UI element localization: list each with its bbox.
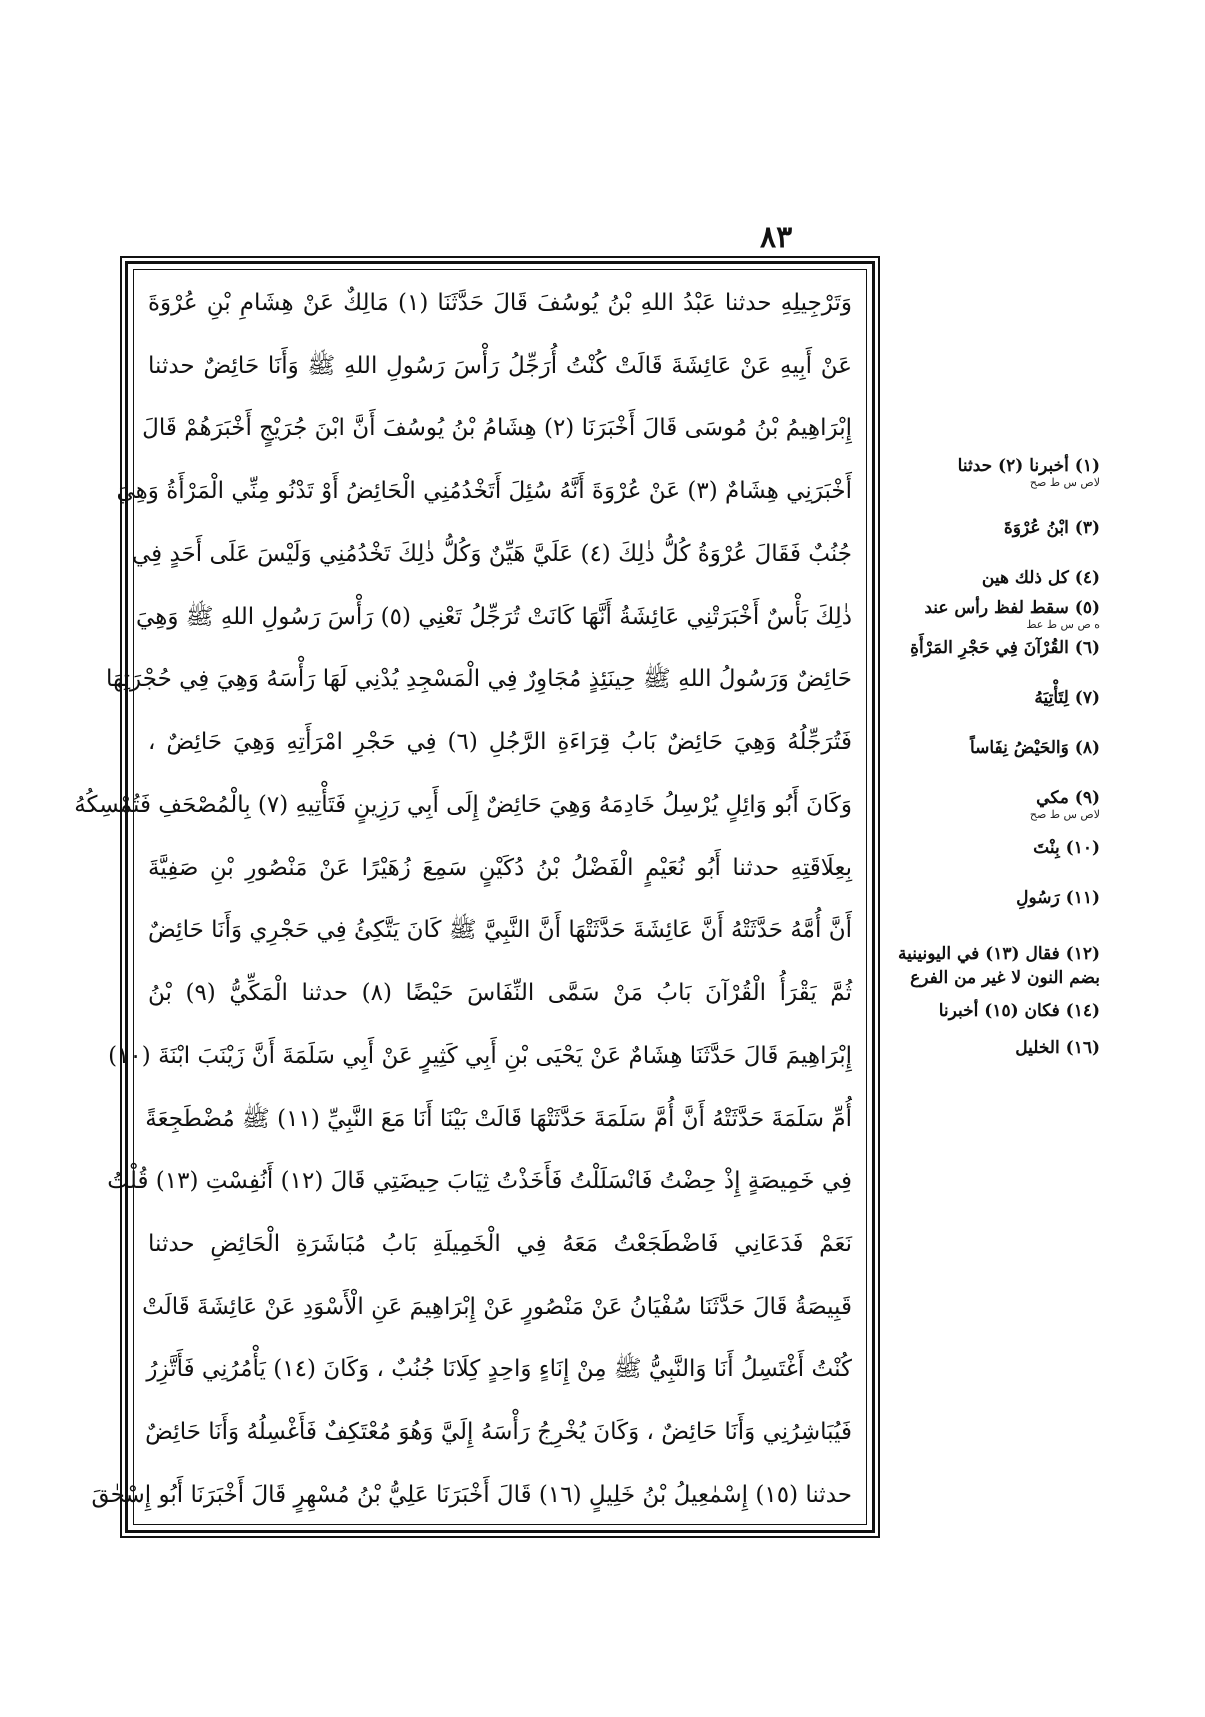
- text-line: فَتُرَجِّلُهُ وَهِيَ حَائِضٌ بَابُ قِرَاءَةِ الرَّجُلِ (٦) فِي حَجْرِ امْرَأَتِهِ وَهِيَ حَائِضٌ ،: [148, 729, 852, 756]
- text-line: جُنُبٌ فَقَالَ عُرْوَةُ كُلُّ ذٰلِكَ (٤) عَلَيَّ هَيِّنٌ وَكُلُّ ذٰلِكَ تَخْدُمُنِي وَلَيْسَ عَلَى أَحَدٍ فِي: [131, 540, 852, 567]
- text-line: ثُمَّ يَقْرَأُ الْقُرْآنَ بَابُ مَنْ سَمَّى النِّفَاسَ حَيْضًا (٨) حدثنا الْمَكِّيُّ (٩) بْنُ: [148, 980, 852, 1007]
- text-line: فَيُبَاشِرُنِي وَأَنَا حَائِضٌ ، وَكَانَ يُخْرِجُ رَأْسَهُ إِلَيَّ وَهُوَ مُعْتَكِفٌ فَأَغْسِلُهُ وَأَنَا حَائِضٌ: [145, 1419, 852, 1446]
- text-line: عَنْ أَبِيهِ عَنْ عَائِشَةَ قَالَتْ كُنْتُ أُرَجِّلُ رَأْسَ رَسُولِ اللهِ ﷺ وَأَنَا حَائِضٌ حدثنا: [148, 352, 852, 379]
- margin-note: [1033, 837, 1100, 859]
- margin-note-text: (٧) لِتَأْتِيَهُ: [1034, 688, 1100, 708]
- text-line: حَائِضٌ وَرَسُولُ اللهِ ﷺ حِينَئِذٍ مُجَاوِرٌ فِي الْمَسْجِدِ يُدْنِي لَهَا رَأْسَهُ وَهِيَ فِي حُجْرَتِهَا: [106, 666, 852, 693]
- page-number: ٨٣: [760, 220, 793, 255]
- margin-note: [924, 597, 1100, 631]
- margin-note: [910, 967, 1100, 989]
- text-line: أُمِّ سَلَمَةَ حَدَّثَتْهُ أَنَّ أُمَّ سَلَمَةَ حَدَّثَتْهَا قَالَتْ بَيْنَا أَنَا مَعَ النَّبِيِّ (١١) ﷺ مُضْطَجِعَةً: [145, 1105, 852, 1132]
- margin-note: [1016, 887, 1100, 909]
- margin-note-text: (١٤) فكان (١٥) أخبرنا: [938, 1001, 1100, 1021]
- text-line: إِبْرَاهِيمُ بْنُ مُوسَى قَالَ أَخْبَرَنَا (٢) هِشَامُ بْنُ يُوسُفَ أَنَّ ابْنَ جُرَيْجٍ أَخْبَرَهُمْ قَالَ: [142, 415, 852, 442]
- text-line: وَكَانَ أَبُو وَائِلٍ يُرْسِلُ خَادِمَهُ وَهِيَ حَائِضٌ إِلَى أَبِي رَزِينٍ فَتَأْتِيهِ (٧) بِالْمُصْحَفِ فَتُمْسِكُهُ: [74, 791, 852, 818]
- margin-note: [1015, 1037, 1100, 1059]
- text-line: قَبِيصَةُ قَالَ حَدَّثَنَا سُفْيَانُ عَنْ مَنْصُورٍ عَنْ إِبْرَاهِيمَ عَنِ الْأَسْوَدِ عَنْ عَائِشَةَ قَالَتْ: [142, 1293, 852, 1320]
- margin-note-text: (٣) ابْنُ عُرْوَةَ: [1003, 518, 1100, 538]
- margin-note: [982, 567, 1100, 589]
- text-line: فِي خَمِيصَةٍ إِذْ حِضْتُ فَانْسَلَلْتُ فَأَخَذْتُ ثِيَابَ حِيضَتِي قَالَ (١٢) أَنُفِسْتِ (١٣) قُلْتُ: [107, 1168, 852, 1195]
- text-line: أَخْبَرَنِي هِشَامٌ (٣) عَنْ عُرْوَةَ أَنَّهُ سُئِلَ أَتَخْدُمُنِي الْحَائِضُ أَوْ تَدْنُو مِنِّي الْمَرْأَةُ وَهِيَ: [116, 478, 852, 505]
- margin-note-text: (١٠) بِنْتَ: [1033, 838, 1100, 858]
- text-line: ذٰلِكَ بَأْسٌ أَخْبَرَتْنِي عَائِشَةُ أَنَّهَا كَانَتْ تُرَجِّلُ تَعْنِي (٥) رَأْسَ رَسُولِ اللهِ ﷺ وَهِيَ: [136, 603, 852, 630]
- margin-note: [970, 737, 1100, 759]
- text-line: إِبْرَاهِيمَ قَالَ حَدَّثَنَا هِشَامٌ عَنْ يَحْيَى بْنِ أَبِي كَثِيرٍ عَنْ أَبِي سَلَمَةَ أَنَّ زَيْنَبَ ابْنَةَ (١٠): [108, 1042, 852, 1069]
- text-line: بِعِلَاقَتِهِ حدثنا أَبُو نُعَيْمٍ الْفَضْلُ بْنُ دُكَيْنٍ سَمِعَ زُهَيْرًا عَنْ مَنْصُورِ بْنِ صَفِيَّةَ: [148, 854, 852, 881]
- text-line: كُنْتُ أَغْتَسِلُ أَنَا وَالنَّبِيُّ ﷺ مِنْ إِنَاءٍ وَاحِدٍ كِلَانَا جُنُبٌ ، وَكَانَ (١٤) يَأْمُرُنِي فَأَتَّزِرُ: [146, 1356, 852, 1383]
- margin-note-sigla: لاص س ط صح: [1029, 476, 1100, 489]
- margin-note: [1004, 517, 1100, 539]
- margin-note-text: (١٦) الخليل: [1015, 1038, 1100, 1058]
- text-line: وَتَرْجِيلِهِ حدثنا عَبْدُ اللهِ بْنُ يُوسُفَ قَالَ حَدَّثَنَا (١) مَالِكٌ عَنْ هِشَامِ بْنِ عُرْوَةَ: [148, 290, 852, 316]
- margin-note-text: بضم النون لا غير من الفرع: [910, 968, 1100, 988]
- margin-note: [898, 943, 1100, 965]
- margin-note: [1030, 787, 1100, 821]
- margin-note: [939, 1000, 1100, 1022]
- text-line: نَعَمْ فَدَعَانِي فَاضْطَجَعْتُ مَعَهُ فِي الْخَمِيلَةِ بَابُ مُبَاشَرَةِ الْحَائِضِ حدثنا: [148, 1231, 852, 1258]
- margin-note-text: (٤) كل ذلك هين: [981, 568, 1100, 588]
- margin-note-sigla: ه ص س ط عط: [1026, 618, 1100, 631]
- margin-note: [1034, 687, 1100, 709]
- main-text-frame: [74, 256, 880, 1538]
- margin-note: [910, 637, 1100, 659]
- margin-note-text: (١٢) فقال (١٣) في اليونينية: [898, 944, 1100, 964]
- text-line: حدثنا (١٥) إِسْمٰعِيلُ بْنُ خَلِيلٍ (١٦) قَالَ أَخْبَرَنَا عَلِيُّ بْنُ مُسْهِرٍ قَالَ أَخْبَرَنَا أَبُو إِسْحٰقَ: [91, 1481, 852, 1508]
- margin-note-text: (٦) القُرْآنَ فِي حَجْرِ المَرْأَةِ: [910, 638, 1100, 658]
- text-body: [74, 269, 867, 1525]
- margin-note-text: (١١) رَسُولِ: [1016, 888, 1100, 908]
- margin-note-text: (١) أخبرنا (٢) حدثنا: [957, 456, 1100, 476]
- text-line: أَنَّ أُمَّهُ حَدَّثَتْهُ أَنَّ عَائِشَةَ حَدَّثَتْهَا أَنَّ النَّبِيَّ ﷺ كَانَ يَتَّكِئُ فِي حَجْرِي وَأَنَا حَائِضٌ: [148, 917, 852, 944]
- frame-inner-border: [74, 261, 875, 1533]
- margin-note-sigla: لاص س ط صح: [1029, 808, 1100, 821]
- margin-note: [958, 455, 1100, 489]
- margin-note-text: (٨) وَالحَيْضُ نِفَاساً: [969, 738, 1100, 758]
- margin-note-text: (٩) مكي: [1036, 788, 1100, 808]
- margin-note-text: (٥) سقط لفظ رأس عند: [924, 598, 1100, 618]
